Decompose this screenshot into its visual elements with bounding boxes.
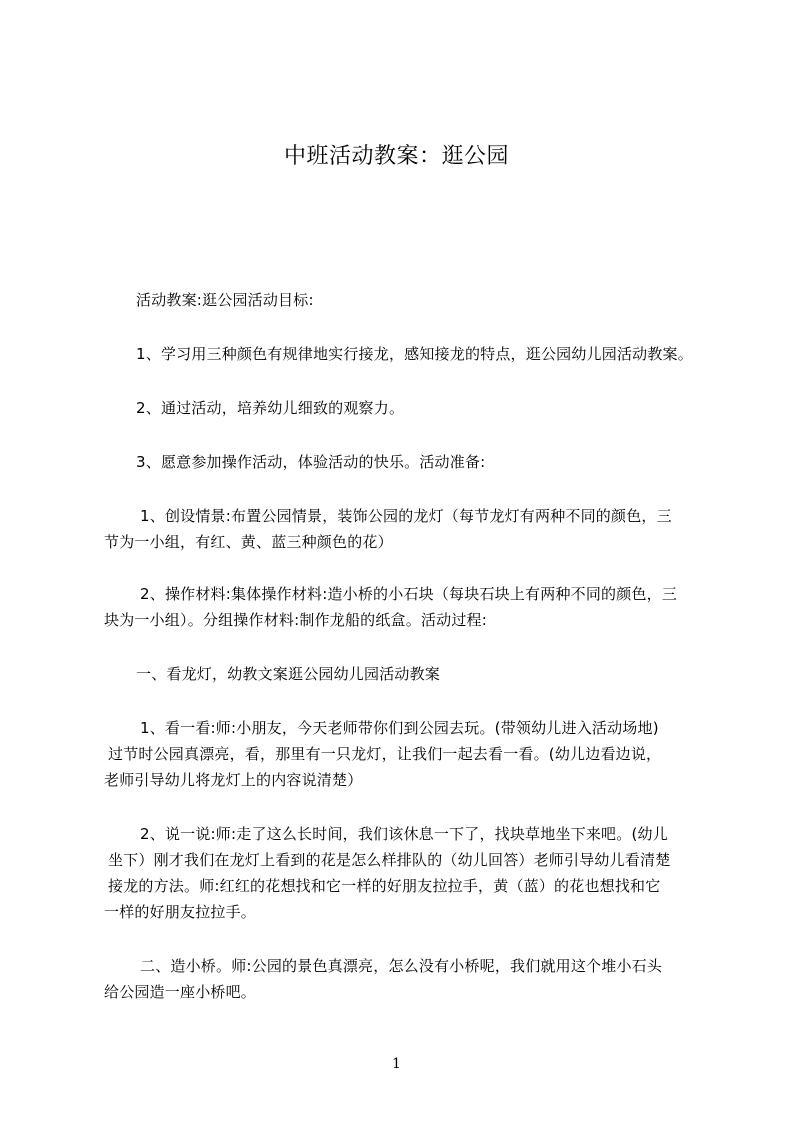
paragraph-line: 1、看一看:师:小朋友，今天老师带你们到公园去玩。(带领幼儿进入活动场地) bbox=[140, 719, 659, 737]
paragraph-line: 一样的好朋友拉拉手。 bbox=[104, 903, 257, 921]
paragraph-line: 接龙的方法。师:红红的花想找和它一样的好朋友拉拉手，黄（蓝）的花也想找和它 bbox=[108, 877, 661, 895]
paragraph-line: 3、愿意参加操作活动，体验活动的快乐。活动准备: bbox=[136, 453, 486, 471]
paragraph-line: 2、说一说:师:走了这么长时间，我们该休息一下了，找块草地坐下来吧。(幼儿 bbox=[140, 825, 668, 843]
paragraph-line: 1、学习用三种颜色有规律地实行接龙，感知接龙的特点，逛公园幼儿园活动教案。 bbox=[136, 345, 693, 363]
paragraph-line: 2、操作材料:集体操作材料:造小桥的小石块（每块石块上有两种不同的颜色，三 bbox=[140, 585, 678, 603]
paragraph-line: 块为一小组）。分组操作材料:制作龙船的纸盒。活动过程: bbox=[104, 611, 488, 629]
paragraph-line: 1、创设情景:布置公园情景，装饰公园的龙灯（每节龙灯有两种不同的颜色，三 bbox=[140, 507, 672, 525]
paragraph-line: 二、造小桥。师:公园的景色真漂亮，怎么没有小桥呢，我们就用这个堆小石头 bbox=[140, 957, 663, 975]
paragraph-line: 节为一小组，有红、黄、蓝三种颜色的花） bbox=[104, 533, 393, 551]
paragraph-line: 坐下）刚才我们在龙灯上看到的花是怎么样排队的（幼儿回答）老师引导幼儿看清楚 bbox=[108, 851, 671, 869]
document-title: 中班活动教案：逛公园 bbox=[283, 144, 509, 169]
paragraph-line: 一、看龙灯，幼教文案逛公园幼儿园活动教案 bbox=[136, 665, 441, 683]
paragraph-line: 活动教案:逛公园活动目标: bbox=[136, 291, 314, 309]
page-number: 1 bbox=[392, 1056, 401, 1072]
paragraph-line: 老师引导幼儿将龙灯上的内容说清楚） bbox=[104, 771, 363, 789]
paragraph-line: 给公园造一座小桥吧。 bbox=[104, 983, 257, 1001]
paragraph-line: 过节时公园真漂亮，看，那里有一只龙灯，让我们一起去看一看。(幼儿边看边说， bbox=[108, 745, 662, 763]
paragraph-line: 2、通过活动，培养幼儿细致的观察力。 bbox=[136, 399, 405, 417]
